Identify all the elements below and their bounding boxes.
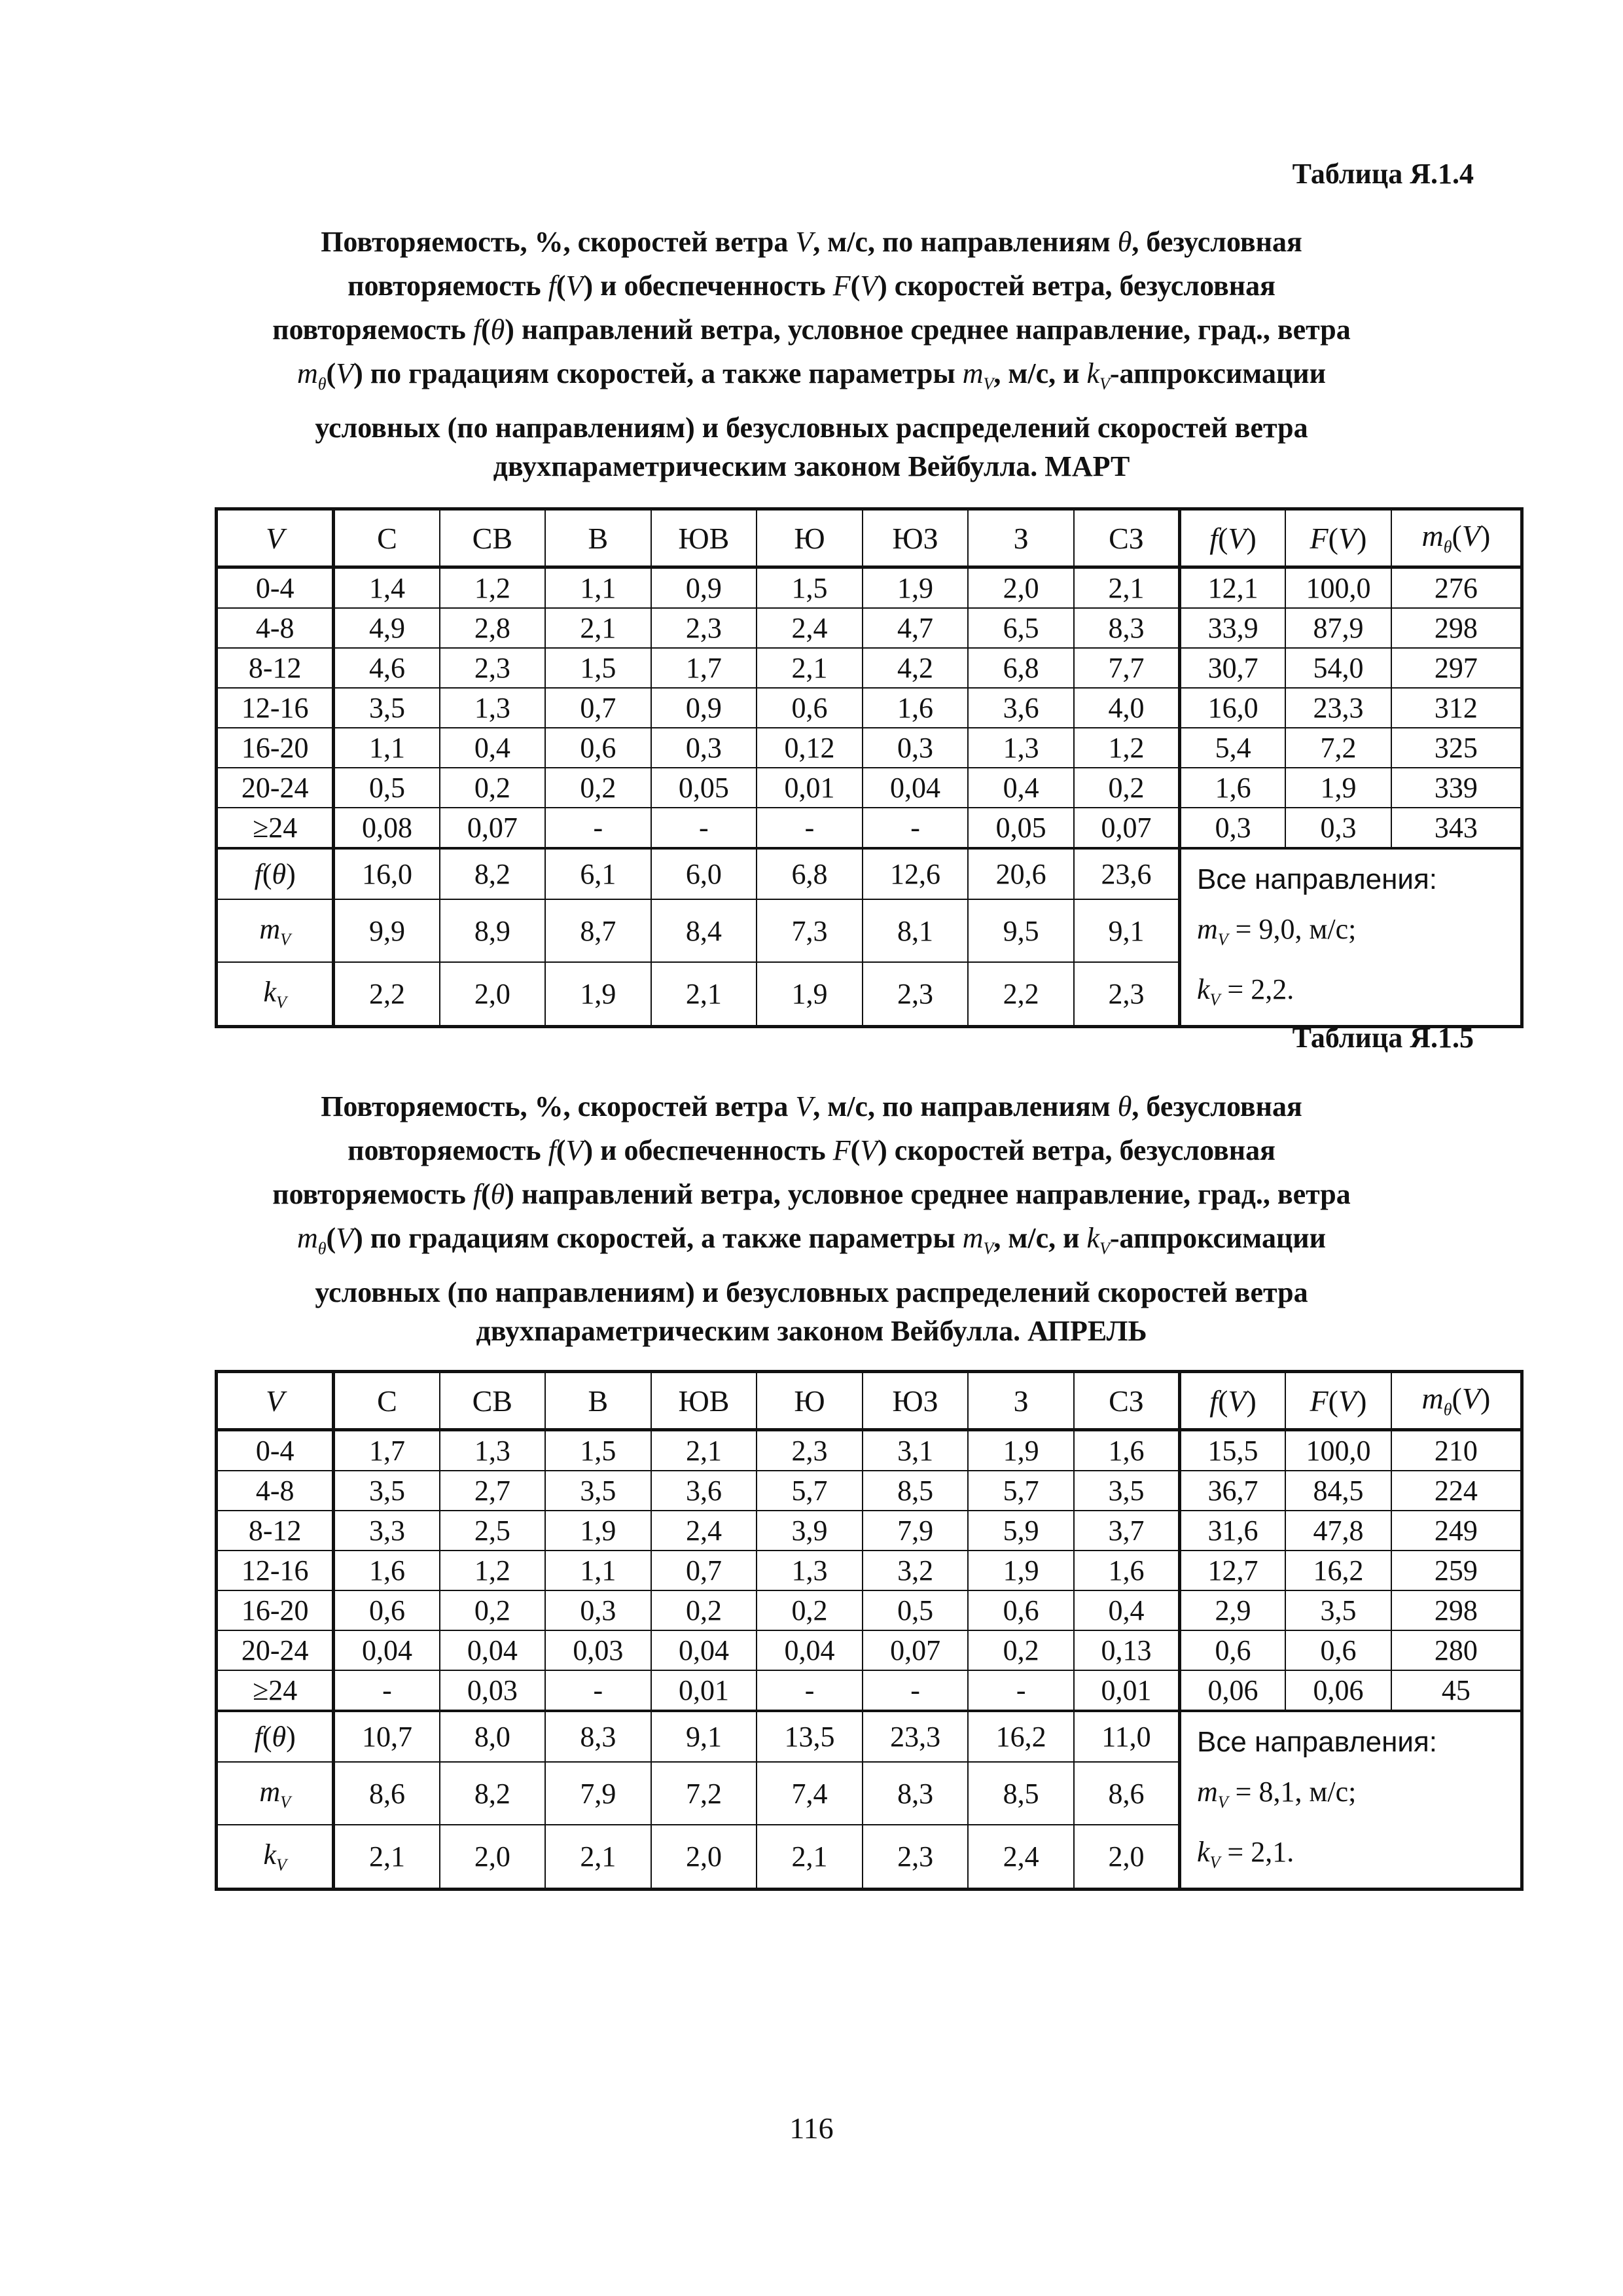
all-directions-summary (1180, 848, 1522, 1026)
data-cell: 0,04 (440, 1630, 546, 1670)
data-cell: 0,2 (757, 1590, 863, 1630)
header-direction: З (968, 509, 1074, 567)
data-cell: 0,6 (545, 728, 651, 768)
table-row (217, 688, 1522, 728)
table-row (217, 1430, 1522, 1471)
fv-cell: 12,1 (1180, 567, 1286, 609)
data-cell: 1,6 (1074, 1551, 1180, 1590)
k-v-cell: 2,0 (440, 962, 546, 1026)
data-cell: 1,1 (334, 728, 440, 768)
fv-cell: 30,7 (1180, 648, 1286, 688)
header-Fv: F(V) (1285, 1372, 1391, 1430)
data-cell: 0,03 (440, 1670, 546, 1711)
data-cell: 1,2 (440, 567, 546, 609)
row-label-f-theta: f(θ) (217, 1711, 334, 1762)
page-number: 116 (789, 2111, 834, 2145)
data-cell: 2,1 (757, 648, 863, 688)
m-v-cell: 9,9 (334, 899, 440, 962)
data-cell: 0,5 (863, 1590, 969, 1630)
data-cell: 1,2 (1074, 728, 1180, 768)
k-v-cell: 2,2 (334, 962, 440, 1026)
fv-cell: 0,06 (1180, 1670, 1286, 1711)
data-cell: 1,3 (757, 1551, 863, 1590)
fv-cell: 36,7 (1180, 1471, 1286, 1511)
data-cell: 0,01 (757, 768, 863, 808)
m-v-cell: 8,2 (440, 1762, 546, 1825)
header-fv: f(V) (1180, 509, 1286, 567)
table-row (217, 608, 1522, 648)
all-directions-summary (1180, 1711, 1522, 1889)
row-label-f-theta: f(θ) (217, 848, 334, 899)
data-cell: 4,7 (863, 608, 969, 648)
Fv-cell: 84,5 (1285, 1471, 1391, 1511)
data-cell: 3,2 (863, 1551, 969, 1590)
Fv-cell: 100,0 (1285, 567, 1391, 609)
data-cell: 0,3 (545, 1590, 651, 1630)
k-v-cell: 2,1 (757, 1825, 863, 1889)
f-theta-cell: 12,6 (863, 848, 969, 899)
mtheta-cell: 249 (1391, 1511, 1522, 1551)
header-direction: Ю (757, 509, 863, 567)
data-cell: 2,1 (1074, 567, 1180, 609)
data-cell: 0,3 (863, 728, 969, 768)
data-cell: 2,4 (651, 1511, 757, 1551)
data-cell: 1,9 (968, 1551, 1074, 1590)
header-direction: СВ (440, 509, 546, 567)
data-cell: - (651, 808, 757, 848)
data-cell: 1,9 (968, 1430, 1074, 1471)
header-direction: ЮВ (651, 1372, 757, 1430)
Fv-cell: 3,5 (1285, 1590, 1391, 1630)
table-row (217, 1471, 1522, 1511)
speed-range: 12-16 (217, 1551, 334, 1590)
data-cell: 2,3 (440, 648, 546, 688)
k-v-cell: 2,0 (651, 1825, 757, 1889)
mtheta-cell: 298 (1391, 608, 1522, 648)
m-v-cell: 8,1 (863, 899, 969, 962)
header-direction: С (334, 1372, 440, 1430)
data-cell: - (863, 1670, 969, 1711)
data-cell: 1,7 (651, 648, 757, 688)
f-theta-row (217, 1711, 1522, 1762)
header-direction: СЗ (1074, 1372, 1180, 1430)
header-direction: СВ (440, 1372, 546, 1430)
row-label-m-v: $m_V$ (217, 899, 334, 962)
data-cell: 0,4 (968, 768, 1074, 808)
data-cell: 0,08 (334, 808, 440, 848)
data-cell: 3,6 (968, 688, 1074, 728)
data-cell: 0,04 (863, 768, 969, 808)
header-mtheta: $m_\theta(V)$ (1391, 509, 1522, 567)
data-cell: 4,6 (334, 648, 440, 688)
data-cell: 1,6 (334, 1551, 440, 1590)
speed-range: ≥24 (217, 1670, 334, 1711)
f-theta-cell: 8,3 (545, 1711, 651, 1762)
data-cell: 0,6 (968, 1590, 1074, 1630)
mtheta-cell: 280 (1391, 1630, 1522, 1670)
speed-range: 12-16 (217, 688, 334, 728)
mtheta-cell: 276 (1391, 567, 1522, 609)
m-v-cell: 8,3 (863, 1762, 969, 1825)
speed-range: 4-8 (217, 608, 334, 648)
mtheta-cell: 339 (1391, 768, 1522, 808)
table-row (217, 567, 1522, 609)
header-row (217, 509, 1522, 567)
f-theta-cell: 9,1 (651, 1711, 757, 1762)
k-v-cell: 2,3 (863, 962, 969, 1026)
f-theta-cell: 6,8 (757, 848, 863, 899)
m-v-cell: 8,6 (334, 1762, 440, 1825)
k-v-cell: 2,0 (440, 1825, 546, 1889)
speed-range: 8-12 (217, 648, 334, 688)
header-direction: В (545, 1372, 651, 1430)
mtheta-cell: 312 (1391, 688, 1522, 728)
speed-range: ≥24 (217, 808, 334, 848)
data-cell: 1,2 (440, 1551, 546, 1590)
speed-range: 0-4 (217, 567, 334, 609)
k-v-cell: 2,3 (1074, 962, 1180, 1026)
data-cell: 2,1 (545, 608, 651, 648)
data-cell: 6,5 (968, 608, 1074, 648)
f-theta-cell: 8,2 (440, 848, 546, 899)
data-cell: 4,2 (863, 648, 969, 688)
table-label: Таблица Я.1.4 (1292, 158, 1474, 190)
data-cell: 1,5 (757, 567, 863, 609)
f-theta-cell: 16,0 (334, 848, 440, 899)
data-cell: 3,5 (1074, 1471, 1180, 1511)
data-cell: 1,6 (863, 688, 969, 728)
data-cell: 0,03 (545, 1630, 651, 1670)
m-v-cell: 8,9 (440, 899, 546, 962)
k-v-cell: 2,1 (334, 1825, 440, 1889)
data-cell: 2,5 (440, 1511, 546, 1551)
summary-kv: $k_V = 2,1$. (1197, 1835, 1294, 1872)
Fv-cell: 54,0 (1285, 648, 1391, 688)
speed-range: 4-8 (217, 1471, 334, 1511)
data-cell: 0,2 (545, 768, 651, 808)
data-cell: 0,2 (440, 768, 546, 808)
data-cell: 0,2 (440, 1590, 546, 1630)
table-row (217, 1551, 1522, 1590)
mtheta-cell: 343 (1391, 808, 1522, 848)
data-cell: 0,05 (651, 768, 757, 808)
table-row (217, 808, 1522, 848)
data-cell: 1,1 (545, 1551, 651, 1590)
header-mtheta: $m_\theta(V)$ (1391, 1372, 1522, 1430)
data-cell: 4,0 (1074, 688, 1180, 728)
f-theta-cell: 23,6 (1074, 848, 1180, 899)
data-cell: 2,3 (757, 1430, 863, 1471)
header-direction: ЮЗ (863, 509, 969, 567)
data-cell: - (968, 1670, 1074, 1711)
m-v-cell: 7,2 (651, 1762, 757, 1825)
data-cell: 3,9 (757, 1511, 863, 1551)
data-cell: 0,4 (1074, 1590, 1180, 1630)
k-v-cell: 2,4 (968, 1825, 1074, 1889)
data-cell: 1,7 (334, 1430, 440, 1471)
m-v-cell: 9,5 (968, 899, 1074, 962)
data-cell: 5,7 (968, 1471, 1074, 1511)
m-v-cell: 8,4 (651, 899, 757, 962)
m-v-cell: 8,7 (545, 899, 651, 962)
table-row (217, 728, 1522, 768)
Fv-cell: 23,3 (1285, 688, 1391, 728)
data-cell: 1,9 (863, 567, 969, 609)
header-direction: С (334, 509, 440, 567)
data-cell: 1,5 (545, 1430, 651, 1471)
summary-title: Все направления: (1197, 863, 1438, 895)
table-row (217, 1511, 1522, 1551)
f-theta-cell: 16,2 (968, 1711, 1074, 1762)
m-v-cell: 7,4 (757, 1762, 863, 1825)
data-cell: 0,07 (863, 1630, 969, 1670)
data-cell: 0,9 (651, 567, 757, 609)
Fv-cell: 0,06 (1285, 1670, 1391, 1711)
data-cell: 0,13 (1074, 1630, 1180, 1670)
data-cell: 0,12 (757, 728, 863, 768)
data-cell: 4,9 (334, 608, 440, 648)
fv-cell: 0,6 (1180, 1630, 1286, 1670)
wind-table-march (215, 507, 1524, 1028)
speed-range: 20-24 (217, 768, 334, 808)
speed-range: 8-12 (217, 1511, 334, 1551)
speed-range: 0-4 (217, 1430, 334, 1471)
data-cell: 1,4 (334, 567, 440, 609)
data-cell: 0,2 (1074, 768, 1180, 808)
f-theta-cell: 6,0 (651, 848, 757, 899)
Fv-cell: 0,6 (1285, 1630, 1391, 1670)
mtheta-cell: 45 (1391, 1670, 1522, 1711)
k-v-cell: 2,1 (545, 1825, 651, 1889)
header-direction: ЮВ (651, 509, 757, 567)
data-cell: 0,07 (440, 808, 546, 848)
summary-mv: $m_V = 9,0$, м/с; (1197, 913, 1357, 949)
fv-cell: 0,3 (1180, 808, 1286, 848)
data-cell: 0,3 (651, 728, 757, 768)
table-label: Таблица Я.1.5 (1292, 1022, 1474, 1054)
data-cell: 0,5 (334, 768, 440, 808)
table-row (217, 768, 1522, 808)
f-theta-cell: 6,1 (545, 848, 651, 899)
k-v-cell: 2,0 (1074, 1825, 1180, 1889)
header-v: V (217, 509, 334, 567)
data-cell: 3,7 (1074, 1511, 1180, 1551)
Fv-cell: 100,0 (1285, 1430, 1391, 1471)
data-cell: 8,3 (1074, 608, 1180, 648)
data-cell: 1,3 (968, 728, 1074, 768)
summary-kv: $k_V = 2,2$. (1197, 973, 1294, 1009)
data-cell: 1,9 (545, 1511, 651, 1551)
data-cell: 3,5 (545, 1471, 651, 1511)
data-cell: 5,9 (968, 1511, 1074, 1551)
table-row (217, 1670, 1522, 1711)
m-v-cell: 7,3 (757, 899, 863, 962)
data-cell: - (545, 808, 651, 848)
data-cell: 1,6 (1074, 1430, 1180, 1471)
f-theta-cell: 20,6 (968, 848, 1074, 899)
header-direction: З (968, 1372, 1074, 1430)
data-cell: 3,1 (863, 1430, 969, 1471)
m-v-cell: 8,5 (968, 1762, 1074, 1825)
Fv-cell: 87,9 (1285, 608, 1391, 648)
Fv-cell: 16,2 (1285, 1551, 1391, 1590)
speed-range: 16-20 (217, 728, 334, 768)
data-cell: 5,7 (757, 1471, 863, 1511)
data-cell: - (545, 1670, 651, 1711)
row-label-k-v: $k_V$ (217, 1825, 334, 1889)
data-cell: - (757, 1670, 863, 1711)
fv-cell: 5,4 (1180, 728, 1286, 768)
data-cell: 0,05 (968, 808, 1074, 848)
summary-mv: $m_V = 8,1$, м/с; (1197, 1776, 1357, 1812)
k-v-cell: 2,3 (863, 1825, 969, 1889)
data-cell: 0,04 (334, 1630, 440, 1670)
data-cell: 6,8 (968, 648, 1074, 688)
f-theta-cell: 11,0 (1074, 1711, 1180, 1762)
header-direction: В (545, 509, 651, 567)
speed-range: 16-20 (217, 1590, 334, 1630)
data-cell: 0,2 (968, 1630, 1074, 1670)
k-v-cell: 1,9 (757, 962, 863, 1026)
mtheta-cell: 210 (1391, 1430, 1522, 1471)
data-cell: 3,6 (651, 1471, 757, 1511)
mtheta-cell: 259 (1391, 1551, 1522, 1590)
Fv-cell: 7,2 (1285, 728, 1391, 768)
data-cell: 0,04 (757, 1630, 863, 1670)
data-cell: 2,7 (440, 1471, 546, 1511)
data-cell: 0,04 (651, 1630, 757, 1670)
fv-cell: 15,5 (1180, 1430, 1286, 1471)
f-theta-cell: 8,0 (440, 1711, 546, 1762)
Fv-cell: 1,9 (1285, 768, 1391, 808)
data-cell: 2,4 (757, 608, 863, 648)
data-cell: 0,7 (651, 1551, 757, 1590)
row-label-k-v: $k_V$ (217, 962, 334, 1026)
data-cell: 8,5 (863, 1471, 969, 1511)
k-v-cell: 1,9 (545, 962, 651, 1026)
row-label-m-v: $m_V$ (217, 1762, 334, 1825)
fv-cell: 31,6 (1180, 1511, 1286, 1551)
header-Fv: F(V) (1285, 509, 1391, 567)
data-cell: 7,9 (863, 1511, 969, 1551)
data-cell: 0,01 (651, 1670, 757, 1711)
table-row (217, 648, 1522, 688)
data-cell: 0,07 (1074, 808, 1180, 848)
fv-cell: 1,6 (1180, 768, 1286, 808)
data-cell: 0,6 (334, 1590, 440, 1630)
fv-cell: 12,7 (1180, 1551, 1286, 1590)
k-v-cell: 2,2 (968, 962, 1074, 1026)
data-cell: - (757, 808, 863, 848)
data-cell: 0,6 (757, 688, 863, 728)
m-v-cell: 8,6 (1074, 1762, 1180, 1825)
data-cell: 2,8 (440, 608, 546, 648)
Fv-cell: 0,3 (1285, 808, 1391, 848)
data-cell: 0,7 (545, 688, 651, 728)
fv-cell: 16,0 (1180, 688, 1286, 728)
m-v-cell: 9,1 (1074, 899, 1180, 962)
f-theta-cell: 10,7 (334, 1711, 440, 1762)
data-cell: 3,5 (334, 1471, 440, 1511)
table-caption: Повторяемость, %, скоростей ветра V, м/с, по направлениям θ, безусловная повторяемость f(V) и обеспеченность F(V) скоростей ветра, безусловная повторяемость f(θ) направлений ветра, условное среднее направление, град., ветра $m_\theta(V)$ по градациям скоростей, а также параметры $m_V$, м/с, и $k_V$-аппроксимации условных (по направлениям) и безусловных распределений скоростей ветра двухпараметрическим законом Вейбулла. АПРЕЛЬ (272, 1090, 1351, 1347)
fv-cell: 2,9 (1180, 1590, 1286, 1630)
table-row (217, 1590, 1522, 1630)
header-fv: f(V) (1180, 1372, 1286, 1430)
data-cell: 2,1 (651, 1430, 757, 1471)
header-row (217, 1372, 1522, 1430)
summary-title: Все направления: (1197, 1726, 1438, 1758)
m-v-cell: 7,9 (545, 1762, 651, 1825)
mtheta-cell: 325 (1391, 728, 1522, 768)
data-cell: 1,5 (545, 648, 651, 688)
mtheta-cell: 298 (1391, 1590, 1522, 1630)
f-theta-cell: 23,3 (863, 1711, 969, 1762)
table-row (217, 1630, 1522, 1670)
header-direction: ЮЗ (863, 1372, 969, 1430)
data-cell: - (863, 808, 969, 848)
data-cell: 0,4 (440, 728, 546, 768)
data-cell: - (334, 1670, 440, 1711)
table-caption: Повторяемость, %, скоростей ветра V, м/с, по направлениям θ, безусловная повторяемость f(V) и обеспеченность F(V) скоростей ветра, безусловная повторяемость f(θ) направлений ветра, условное среднее направление, град., ветра $m_\theta(V)$ по градациям скоростей, а также параметры $m_V$, м/с, и $k_V$-аппроксимации условных (по направлениям) и безусловных распределений скоростей ветра двухпараметрическим законом Вейбулла. МАРТ (272, 226, 1351, 482)
data-cell: 3,3 (334, 1511, 440, 1551)
header-direction: Ю (757, 1372, 863, 1430)
data-cell: 1,1 (545, 567, 651, 609)
data-cell: 1,3 (440, 1430, 546, 1471)
data-cell: 2,0 (968, 567, 1074, 609)
f-theta-cell: 13,5 (757, 1711, 863, 1762)
fv-cell: 33,9 (1180, 608, 1286, 648)
Fv-cell: 47,8 (1285, 1511, 1391, 1551)
header-direction: СЗ (1074, 509, 1180, 567)
speed-range: 20-24 (217, 1630, 334, 1670)
header-v: V (217, 1372, 334, 1430)
data-cell: 7,7 (1074, 648, 1180, 688)
data-cell: 0,01 (1074, 1670, 1180, 1711)
f-theta-row (217, 848, 1522, 899)
data-cell: 0,9 (651, 688, 757, 728)
mtheta-cell: 297 (1391, 648, 1522, 688)
data-cell: 2,3 (651, 608, 757, 648)
wind-table-april (215, 1370, 1524, 1891)
data-cell: 0,2 (651, 1590, 757, 1630)
mtheta-cell: 224 (1391, 1471, 1522, 1511)
data-cell: 1,3 (440, 688, 546, 728)
data-cell: 3,5 (334, 688, 440, 728)
k-v-cell: 2,1 (651, 962, 757, 1026)
